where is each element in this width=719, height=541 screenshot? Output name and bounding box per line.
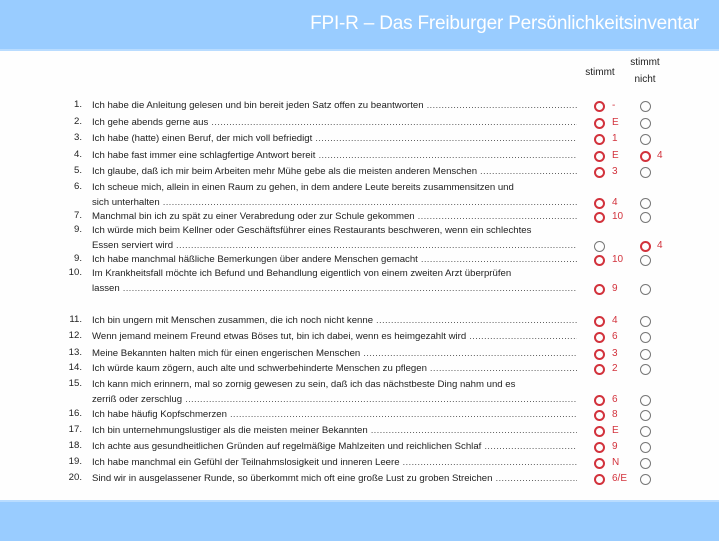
question-text-line: Ich scheue mich, allein in einen Raum zu gehen, in dem andere Leute bereits zusammensitzen und (92, 182, 514, 193)
agree-scale-code: 2 (612, 363, 618, 374)
disagree-radio-empty-icon[interactable] (640, 284, 651, 295)
question-number: 10. (68, 267, 82, 278)
disagree-radio-empty-icon[interactable] (640, 134, 651, 145)
disagree-radio-empty-icon[interactable] (640, 458, 651, 469)
agree-scale-code: 8 (612, 409, 618, 420)
agree-radio-marked-icon[interactable] (594, 364, 605, 375)
agree-scale-code: E (612, 117, 619, 128)
question-number: 9. (73, 224, 82, 235)
question-text-line: Ich habe manchmal ein Gefühl der Teilnahmslosigkeit und inneren Leere (92, 457, 400, 468)
agree-radio-marked-icon[interactable] (594, 101, 605, 112)
question-text-line: Ich habe (hatte) einen Beruf, der mich voll befriedigt (92, 133, 313, 144)
question-text (92, 330, 577, 345)
question-text-line: lassen (92, 282, 120, 294)
agree-scale-code: 1 (612, 133, 618, 144)
question-text (92, 456, 577, 471)
agree-radio-marked-icon[interactable] (594, 395, 605, 406)
question-number: 18. (68, 440, 82, 451)
question-number: 17. (68, 424, 82, 435)
agree-radio-marked-icon[interactable] (594, 410, 605, 421)
dot-leader (318, 149, 577, 164)
dot-leader (495, 472, 577, 487)
disagree-radio-empty-icon[interactable] (640, 118, 651, 129)
question-number: 7. (73, 210, 82, 221)
question-text (92, 472, 577, 487)
disagree-scale-code: 4 (657, 150, 663, 161)
question-number: 14. (68, 362, 82, 373)
agree-radio-marked-icon[interactable] (594, 349, 605, 360)
question-number: 19. (68, 456, 82, 467)
dot-leader (421, 253, 577, 268)
disagree-radio-empty-icon[interactable] (640, 442, 651, 453)
question-text-line: Ich habe häufig Kopfschmerzen (92, 409, 227, 420)
question-number: 5. (73, 165, 82, 176)
question-text-line: Ich achte aus gesundheitlichen Gründen auf regelmäßige Mahlzeiten und reichlichen Schlaf (92, 441, 482, 452)
agree-scale-code: E (612, 150, 619, 161)
agree-scale-code: 6/E (612, 473, 628, 484)
dot-leader (480, 165, 577, 180)
disagree-radio-empty-icon[interactable] (640, 426, 651, 437)
footer-band (0, 500, 719, 541)
dot-leader (418, 210, 577, 225)
agree-scale-code: 9 (612, 441, 618, 452)
question-text (92, 132, 577, 147)
disagree-radio-empty-icon[interactable] (640, 395, 651, 406)
question-text (92, 116, 577, 131)
question-text (92, 253, 577, 268)
dot-leader (403, 456, 577, 471)
agree-scale-code: - (612, 100, 616, 111)
question-text (92, 378, 577, 407)
agree-scale-code: 6 (612, 331, 618, 342)
agree-scale-code: 9 (612, 282, 618, 294)
dot-leader (363, 347, 577, 362)
column-header-disagree-line1: stimmt (630, 57, 660, 68)
agree-scale-code: 4 (612, 196, 618, 208)
question-text (92, 181, 577, 210)
question-text-line: Ich glaube, daß ich mir beim Arbeiten mehr Mühe gebe als die meisten anderen Menschen (92, 166, 478, 177)
question-number: 20. (68, 472, 82, 483)
disagree-radio-empty-icon[interactable] (640, 101, 651, 112)
question-text-line: Ich kann mich erinnern, mal so zornig gewesen zu sein, daß ich das nächstbeste Ding nahm und es (92, 379, 516, 390)
question-text (92, 314, 577, 329)
question-number: 1. (73, 99, 82, 110)
disagree-scale-code: 4 (657, 239, 663, 251)
page-title: FPI-R – Das Freiburger Persönlichkeitsinventar (310, 13, 699, 34)
question-number: 3. (73, 132, 82, 143)
dot-leader (315, 132, 577, 147)
dot-leader (211, 116, 577, 131)
disagree-radio-empty-icon[interactable] (640, 364, 651, 375)
question-text (92, 224, 577, 253)
disagree-radio-marked-icon[interactable] (640, 241, 651, 252)
disagree-radio-empty-icon[interactable] (640, 410, 651, 421)
dot-leader (427, 99, 577, 114)
dot-leader (430, 362, 577, 377)
title-band (0, 0, 719, 51)
question-text-line: Im Krankheitsfall möchte ich Befund und Behandlung eigentlich von einem zweiten Arzt überprüfen (92, 268, 512, 279)
agree-radio-marked-icon[interactable] (594, 151, 605, 162)
agree-scale-code: E (612, 425, 619, 436)
question-text-line: Essen serviert wird (92, 239, 174, 251)
question-text (92, 149, 577, 164)
agree-radio-marked-icon[interactable] (594, 474, 605, 485)
disagree-radio-empty-icon[interactable] (640, 167, 651, 178)
question-text-line: Ich gehe abends gerne aus (92, 117, 209, 128)
agree-scale-code: 10 (612, 254, 624, 265)
disagree-radio-empty-icon[interactable] (640, 212, 651, 223)
disagree-radio-marked-icon[interactable] (640, 151, 651, 162)
disagree-radio-empty-icon[interactable] (640, 332, 651, 343)
dot-leader (185, 393, 577, 408)
question-text-line: Ich würde mich beim Kellner oder Geschäftsführer eines Restaurants beschweren, wenn ein schlechtes (92, 225, 532, 236)
agree-scale-code: 10 (612, 211, 624, 222)
question-text-line: zerriß oder zerschlug (92, 393, 183, 405)
dot-leader (469, 330, 577, 345)
question-text-line: Ich habe manchmal häßliche Bemerkungen über andere Menschen gemacht (92, 254, 418, 265)
question-number: 12. (68, 330, 82, 341)
question-number: 2. (73, 116, 82, 127)
disagree-radio-empty-icon[interactable] (640, 349, 651, 360)
agree-radio-marked-icon[interactable] (594, 134, 605, 145)
question-number: 13. (68, 347, 82, 358)
column-header-disagree-line2: nicht (634, 74, 656, 85)
column-header-agree: stimmt (585, 67, 615, 78)
question-text-line: Ich bin ungern mit Menschen zusammen, die ich noch nicht kenne (92, 315, 374, 326)
question-number: 4. (73, 149, 82, 160)
question-text-line: Meine Bekannten halten mich für einen engerischen Menschen (92, 348, 361, 359)
dot-leader (176, 239, 577, 254)
question-text-line: Ich bin unternehmungslustiger als die meisten meiner Bekannten (92, 425, 368, 436)
question-text-line: Manchmal bin ich zu spät zu einer Verabredung oder zur Schule gekommen (92, 211, 415, 222)
agree-radio-marked-icon[interactable] (594, 255, 605, 266)
question-number: 9. (73, 253, 82, 264)
agree-radio-marked-icon[interactable] (594, 284, 605, 295)
question-text (92, 99, 577, 114)
dot-leader (376, 314, 577, 329)
question-text-line: Ich habe die Anleitung gelesen und bin bereit jeden Satz offen zu beantworten (92, 100, 424, 111)
agree-scale-code: 4 (612, 315, 618, 326)
question-text-line: Sind wir in ausgelassener Runde, so überkommt mich oft eine große Lust zu groben Streichen (92, 473, 493, 484)
agree-radio-marked-icon[interactable] (594, 167, 605, 178)
agree-scale-code: 3 (612, 348, 618, 359)
agree-radio-marked-icon[interactable] (594, 442, 605, 453)
agree-radio-marked-icon[interactable] (594, 332, 605, 343)
dot-leader (163, 196, 577, 211)
disagree-radio-empty-icon[interactable] (640, 474, 651, 485)
agree-scale-code: 3 (612, 166, 618, 177)
agree-radio-marked-icon[interactable] (594, 212, 605, 223)
dot-leader (230, 408, 577, 423)
question-text (92, 165, 577, 180)
dot-leader (123, 282, 577, 297)
agree-radio-marked-icon[interactable] (594, 426, 605, 437)
question-text (92, 347, 577, 362)
disagree-radio-empty-icon[interactable] (640, 316, 651, 327)
question-text (92, 440, 577, 455)
question-text-line: Ich habe fast immer eine schlagfertige Antwort bereit (92, 150, 316, 161)
question-text (92, 362, 577, 377)
question-text-line: Ich würde kaum zögern, auch alte und schwerbehinderte Menschen zu pflegen (92, 363, 427, 374)
question-text (92, 424, 577, 439)
question-text (92, 210, 577, 225)
question-text (92, 267, 577, 296)
agree-radio-marked-icon[interactable] (594, 118, 605, 129)
dot-leader (371, 424, 577, 439)
disagree-radio-empty-icon[interactable] (640, 255, 651, 266)
question-number: 6. (73, 181, 82, 192)
dot-leader (484, 440, 577, 455)
question-number: 15. (68, 378, 82, 389)
question-text-line: Wenn jemand meinem Freund etwas Böses tut, bin ich dabei, wenn es heimgezahlt wird (92, 331, 467, 342)
question-number: 11. (69, 314, 82, 325)
agree-radio-empty-icon[interactable] (594, 241, 605, 252)
agree-scale-code: 6 (612, 393, 618, 405)
question-number: 16. (68, 408, 82, 419)
disagree-radio-empty-icon[interactable] (640, 198, 651, 209)
agree-radio-marked-icon[interactable] (594, 198, 605, 209)
agree-radio-marked-icon[interactable] (594, 316, 605, 327)
agree-radio-marked-icon[interactable] (594, 458, 605, 469)
question-text (92, 408, 577, 423)
agree-scale-code: N (612, 457, 620, 468)
question-text-line: sich unterhalten (92, 196, 160, 208)
